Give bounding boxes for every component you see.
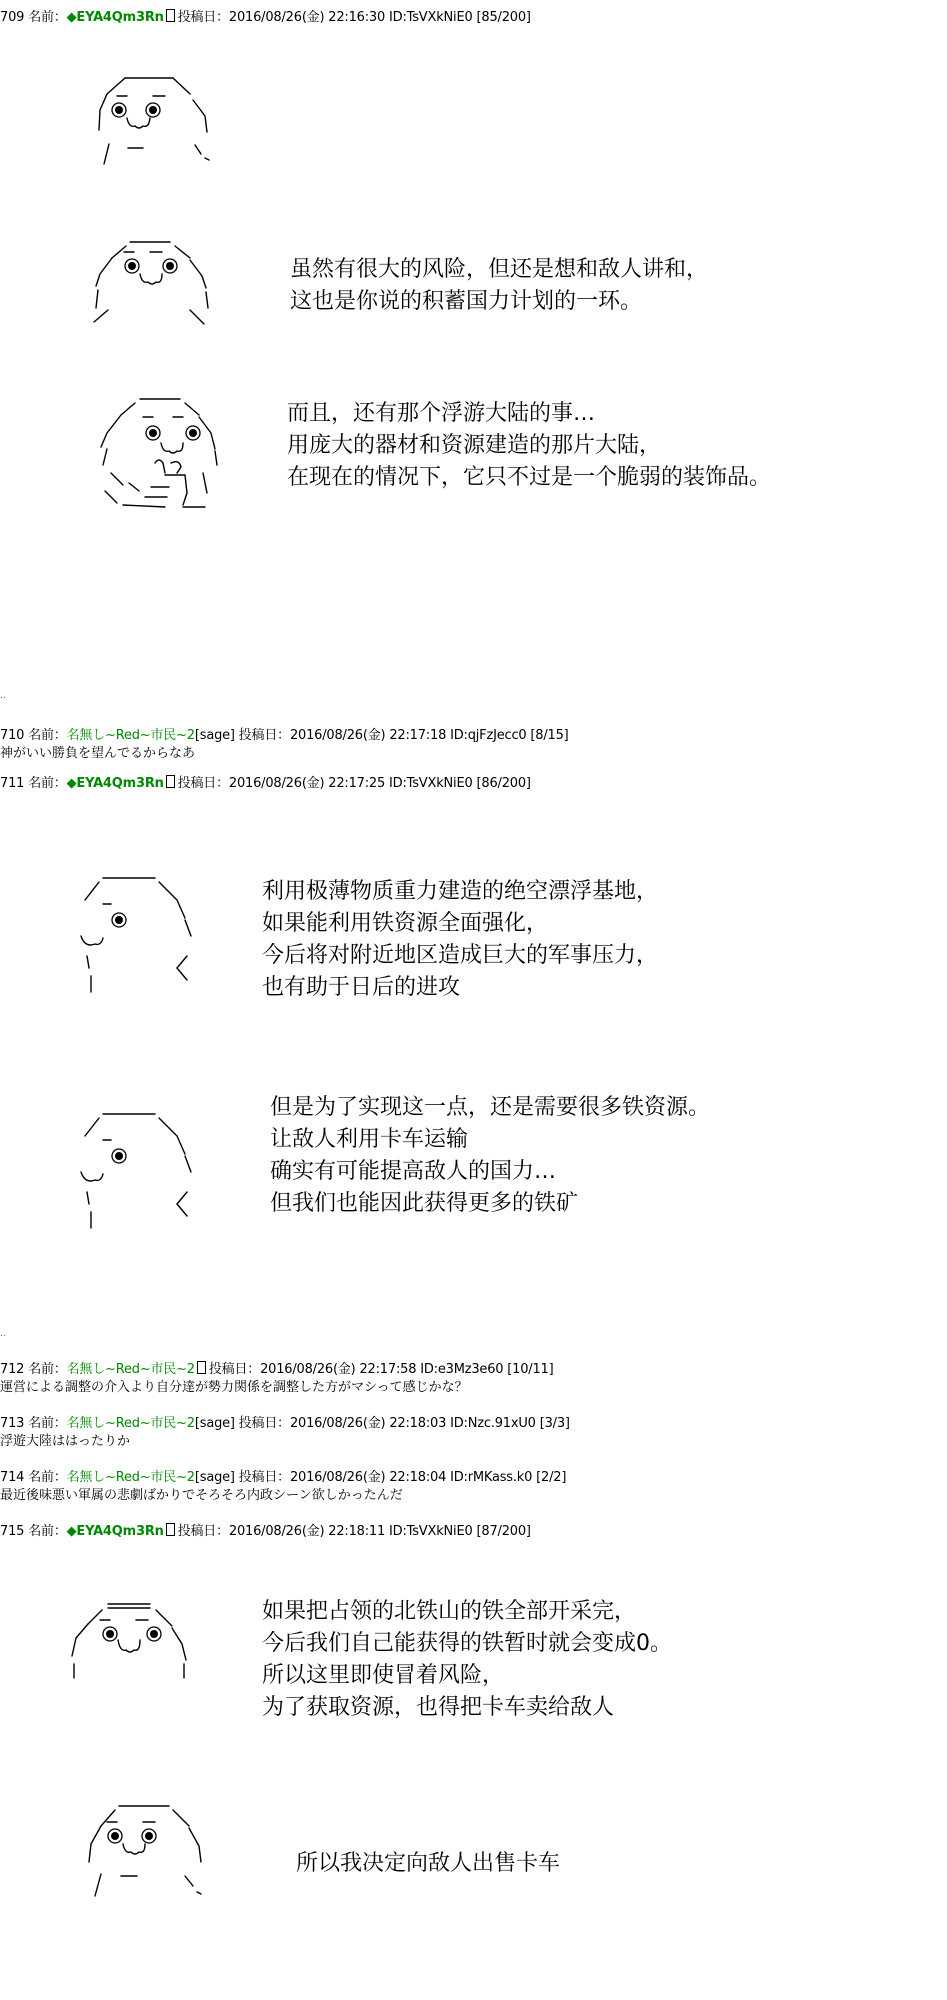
mail-box-icon — [166, 1523, 175, 1536]
dialogue-line: 利用极薄物质重力建造的绝空漂浮基地， — [262, 879, 659, 904]
post-count: [8/15] — [530, 728, 569, 743]
mail-box-icon — [197, 1361, 206, 1374]
post-body-712: 運営による調整の介入より自分達が勢力関係を調整した方がマシって感じかな？ — [0, 1380, 468, 1395]
post-date: 投稿日：2016/08/26(金) 22:16:30 — [177, 10, 386, 25]
post-count: [2/2] — [536, 1470, 567, 1485]
ascii-art-face-3 — [95, 393, 235, 523]
dialogue-line: 这也是你说的积蓄国力计划的一环。 — [290, 289, 643, 314]
post-count: [87/200] — [476, 1524, 531, 1539]
post-mail: [sage] — [194, 1470, 235, 1485]
post-header-714 — [0, 1466, 566, 1485]
post-date: 投稿日：2016/08/26(金) 22:17:58 — [208, 1362, 417, 1377]
post-mail: [sage] — [194, 1416, 235, 1431]
dialogue-line: 也有助于日后的进攻 — [262, 975, 461, 1000]
author-trip[interactable]: ◆EYA4Qm3Rn — [66, 10, 164, 25]
post-number: 713 — [0, 1416, 25, 1431]
ascii-art-face-2 — [90, 238, 220, 338]
ascii-art-face-1 — [95, 70, 225, 180]
post-date: 投稿日：2016/08/26(金) 22:18:04 — [238, 1470, 447, 1485]
post-id[interactable]: ID:e3Mz3e60 — [420, 1362, 504, 1377]
dialogue-3 — [262, 876, 658, 1004]
post-id[interactable]: ID:rMKass.k0 — [450, 1470, 533, 1485]
dialogue-6 — [296, 1848, 560, 1880]
name-label: 名前： — [28, 728, 67, 743]
post-number: 714 — [0, 1470, 25, 1485]
name-label: 名前： — [28, 1416, 67, 1431]
post-id[interactable]: ID:Nzc.91xU0 — [450, 1416, 536, 1431]
dialogue-line: 但我们也能因此获得更多的铁矿 — [270, 1191, 579, 1216]
post-header-713 — [0, 1412, 570, 1431]
post-date: 投稿日：2016/08/26(金) 22:18:11 — [177, 1524, 386, 1539]
post-body-714: 最近後味悪い軍属の悲劇ばかりでそろそろ内政シーン欲しかったんだ — [0, 1488, 403, 1503]
separator-dots: .. — [0, 690, 7, 701]
dialogue-line: 所以这里即使冒着风险， — [262, 1663, 505, 1688]
dialogue-line: 今后我们自己能获得的铁暂时就会变成0。 — [262, 1631, 672, 1656]
post-date: 投稿日：2016/08/26(金) 22:17:18 — [238, 728, 447, 743]
dialogue-line: 而且，还有那个浮游大陆的事… — [287, 401, 596, 426]
separator-dots: .. — [0, 1328, 7, 1339]
post-mail: [sage] — [194, 728, 235, 743]
name-label: 名前： — [28, 1524, 67, 1539]
author-name[interactable]: 名無し~Red~市民~2 — [66, 728, 195, 743]
post-id[interactable]: ID:TsVXkNiE0 — [389, 10, 473, 25]
name-label: 名前： — [28, 776, 67, 791]
post-count: [86/200] — [476, 776, 531, 791]
author-name[interactable]: 名無し~Red~市民~2 — [66, 1362, 195, 1377]
post-header-712 — [0, 1358, 554, 1377]
post-count: [10/11] — [507, 1362, 554, 1377]
dialogue-5 — [262, 1596, 672, 1724]
post-id[interactable]: ID:TsVXkNiE0 — [389, 776, 473, 791]
author-trip[interactable]: ◆EYA4Qm3Rn — [66, 776, 164, 791]
dialogue-line: 如果把占领的北铁山的铁全部开采完， — [262, 1599, 637, 1624]
dialogue-line: 但是为了实现这一点，还是需要很多铁资源。 — [270, 1095, 711, 1120]
dialogue-line: 所以我决定向敌人出售卡车 — [296, 1851, 561, 1876]
dialogue-line: 确实有可能提高敌人的国力… — [270, 1159, 557, 1184]
dialogue-2 — [287, 398, 771, 494]
dialogue-line: 让敌人利用卡车运输 — [270, 1127, 469, 1152]
ascii-art-face-5 — [75, 1108, 205, 1248]
post-header-715 — [0, 1520, 531, 1539]
post-id[interactable]: ID:qjFzJecc0 — [450, 728, 527, 743]
post-number: 712 — [0, 1362, 25, 1377]
post-body-713: 浮遊大陸ははったりか — [0, 1434, 131, 1449]
author-name[interactable]: 名無し~Red~市民~2 — [66, 1416, 195, 1431]
author-name[interactable]: 名無し~Red~市民~2 — [66, 1470, 195, 1485]
name-label: 名前： — [28, 1470, 67, 1485]
post-header-709 — [0, 6, 531, 25]
post-header-711 — [0, 772, 531, 791]
post-number: 710 — [0, 728, 25, 743]
ascii-art-face-6 — [68, 1598, 198, 1708]
dialogue-line: 虽然有很大的风险，但还是想和敌人讲和， — [290, 257, 709, 282]
dialogue-line: 用庞大的器材和资源建造的那片大陆， — [287, 433, 662, 458]
post-date: 投稿日：2016/08/26(金) 22:17:25 — [177, 776, 386, 791]
dialogue-4 — [270, 1092, 710, 1220]
dialogue-line: 如果能利用铁资源全面强化， — [262, 911, 549, 936]
post-number: 709 — [0, 10, 25, 25]
name-label: 名前： — [28, 1362, 67, 1377]
post-id[interactable]: ID:TsVXkNiE0 — [389, 1524, 473, 1539]
post-body-710: 神がいい勝負を望んでるからなあ — [0, 746, 196, 761]
ascii-art-face-7 — [85, 1800, 215, 1915]
post-header-710 — [0, 724, 569, 743]
dialogue-1 — [290, 254, 708, 318]
name-label: 名前： — [28, 10, 67, 25]
dialogue-line: 在现在的情况下，它只不过是一个脆弱的装饰品。 — [287, 465, 772, 490]
author-trip[interactable]: ◆EYA4Qm3Rn — [66, 1524, 164, 1539]
mail-box-icon — [166, 9, 175, 22]
ascii-art-face-4 — [75, 872, 205, 1012]
mail-box-icon — [166, 775, 175, 788]
dialogue-line: 为了获取资源，也得把卡车卖给敌人 — [262, 1695, 615, 1720]
dialogue-line: 今后将对附近地区造成巨大的军事压力， — [262, 943, 659, 968]
post-date: 投稿日：2016/08/26(金) 22:18:03 — [238, 1416, 447, 1431]
post-number: 711 — [0, 776, 25, 791]
post-number: 715 — [0, 1524, 25, 1539]
post-count: [3/3] — [539, 1416, 570, 1431]
post-count: [85/200] — [476, 10, 531, 25]
